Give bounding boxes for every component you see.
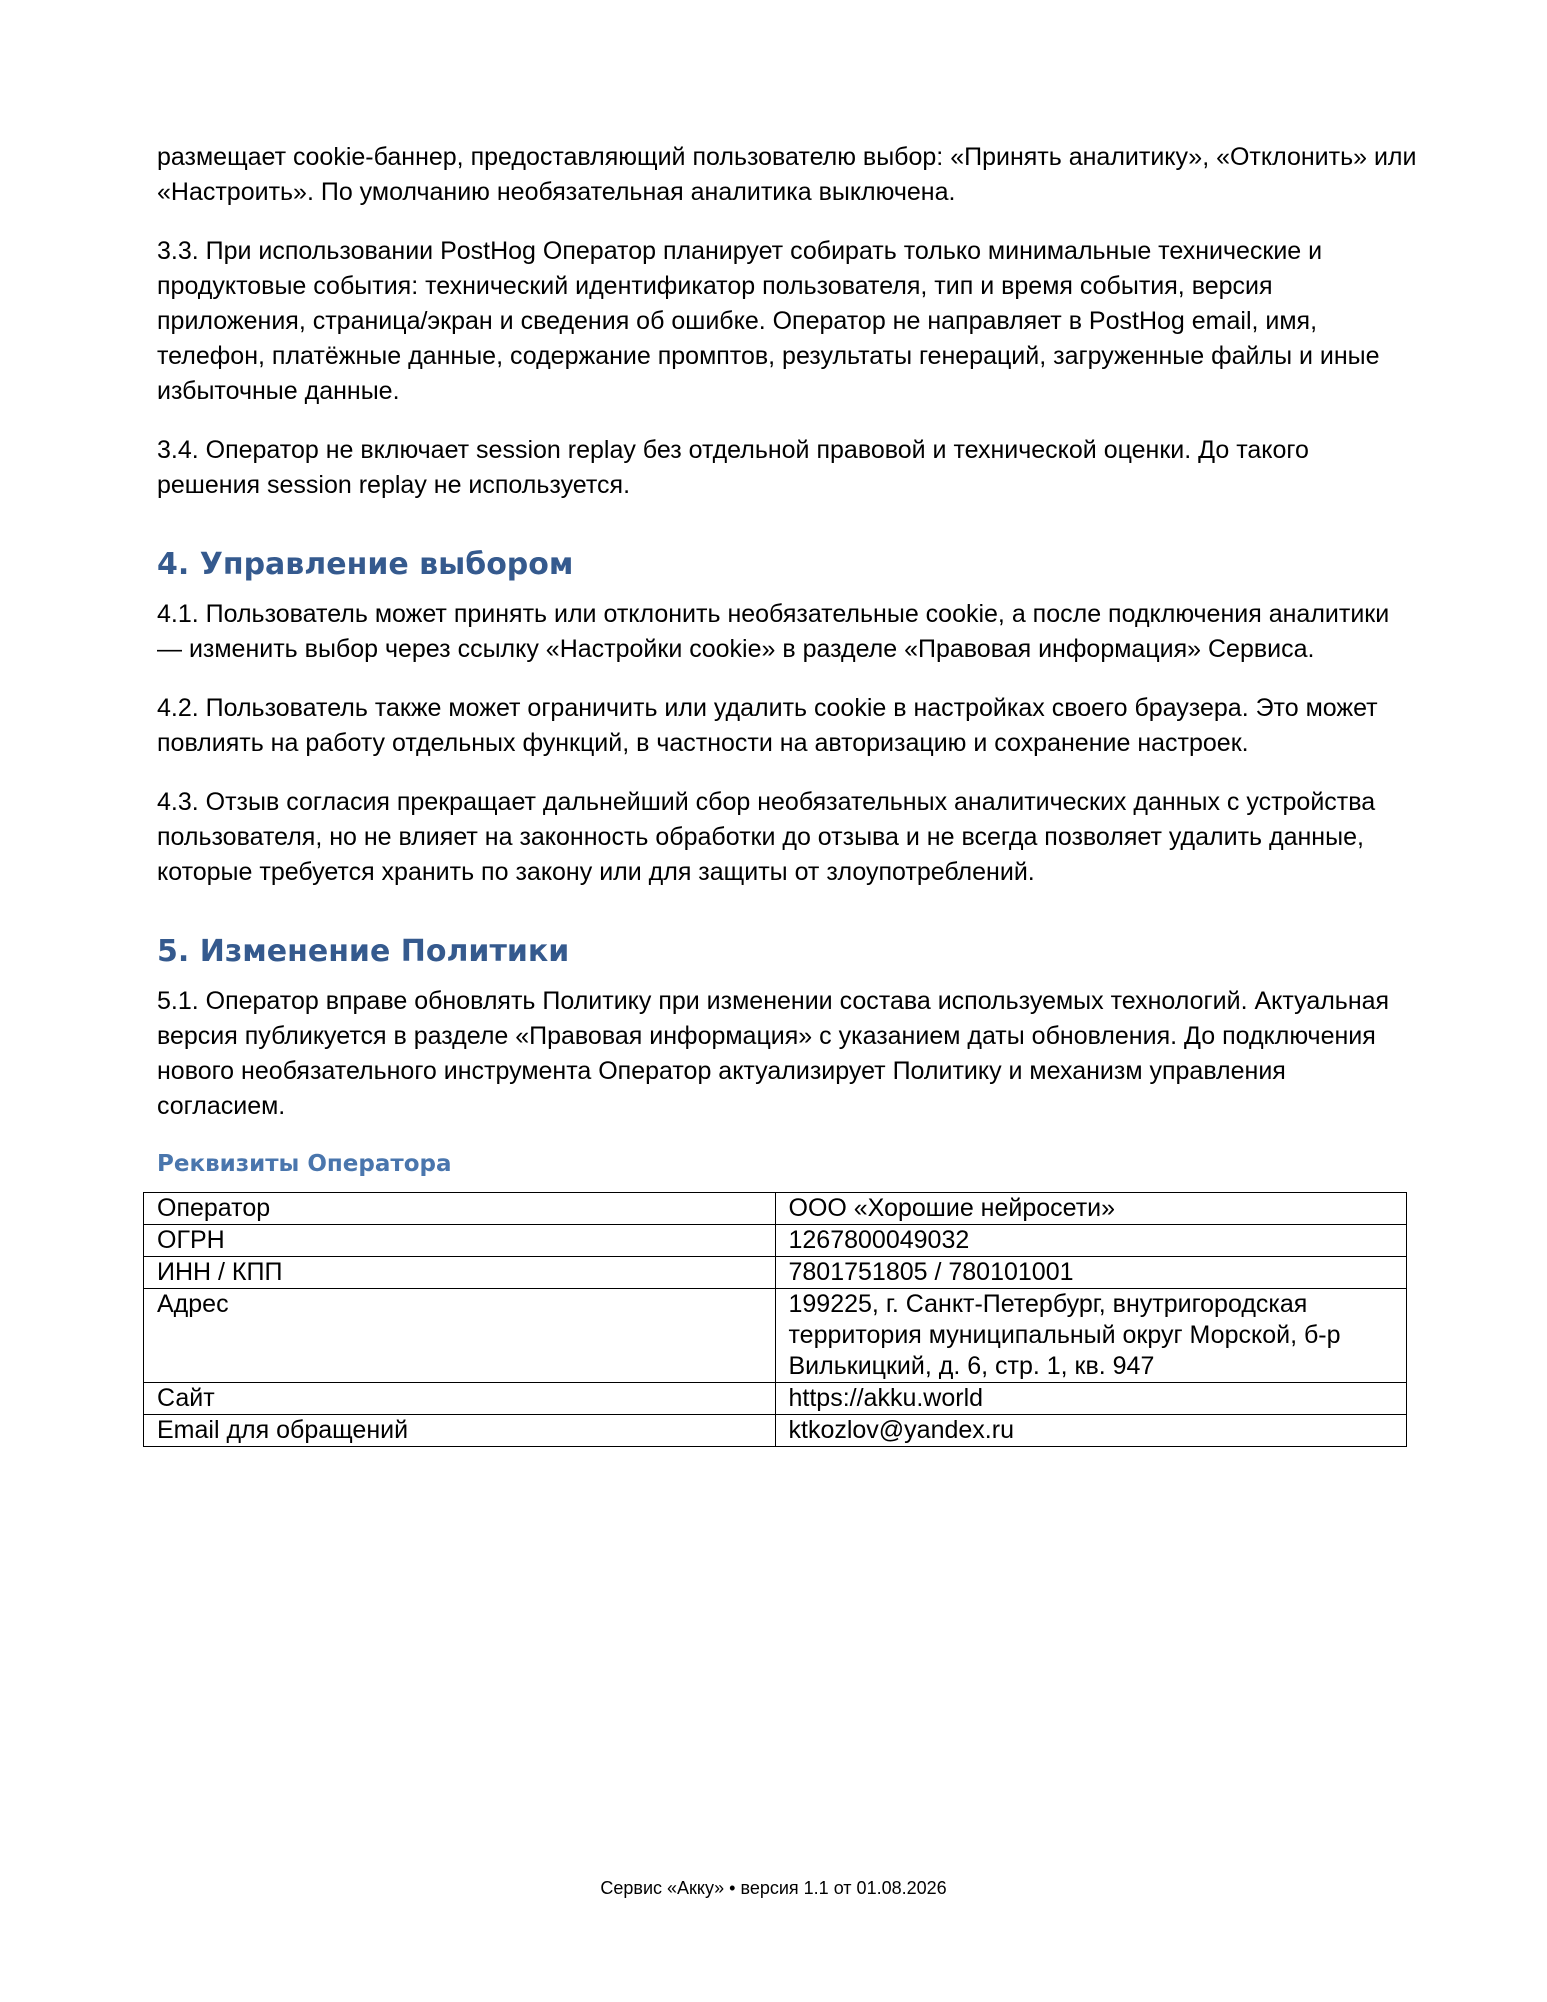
table-row xyxy=(144,1289,1407,1383)
table-row xyxy=(144,1193,1407,1225)
paragraph-5-1: 5.1. Оператор вправе обновлять Политику при изменении состава используемых технологий. Актуальная версия публикуется в разделе «Правовая информация» с указанием даты обновления. До подключения нового необязательного инструмента Оператор актуализирует Политику и механизм управления согласием. xyxy=(157,987,1390,1120)
requisite-value: https://akku.world xyxy=(775,1383,1407,1415)
requisites-table xyxy=(143,1192,1407,1447)
requisite-label: Email для обращений xyxy=(144,1415,776,1447)
requisites-heading: Реквизиты Оператора xyxy=(157,1151,452,1177)
table-row xyxy=(144,1415,1407,1447)
table-row xyxy=(144,1383,1407,1415)
paragraph-3-2-continuation: размещает cookie-баннер, предоставляющий пользователю выбор: «Принять аналитику», «Отклонить» или «Настроить». По умолчанию необязательная аналитика выключена. xyxy=(157,143,1417,206)
paragraph-3-3: 3.3. При использовании PostHog Оператор планирует собирать только минимальные технические и продуктовые события: технический идентификатор пользователя, тип и время события, версия приложения, страница/экран и сведения об ошибке. Оператор не направляет в PostHog email, имя, телефон, платёжные данные, содержание промптов, результаты генераций, загруженные файлы и иные избыточные данные. xyxy=(157,237,1380,405)
paragraph-4-2: 4.2. Пользователь также может ограничить или удалить cookie в настройках своего браузера. Это может повлиять на работу отдельных функций, в частности на авторизацию и сохранение настроек. xyxy=(157,694,1378,757)
requisite-label: Адрес xyxy=(144,1289,776,1383)
table-row xyxy=(144,1257,1407,1289)
requisite-label: Оператор xyxy=(144,1193,776,1225)
requisite-value: 1267800049032 xyxy=(775,1225,1407,1257)
document-body xyxy=(157,140,1417,1447)
requisite-value: ktkozlov@yandex.ru xyxy=(775,1415,1407,1447)
paragraph-4-3: 4.3. Отзыв согласия прекращает дальнейший сбор необязательных аналитических данных с устройства пользователя, но не влияет на законность обработки до отзыва и не всегда позволяет удалить данные, которые требуется хранить по закону или для защиты от злоупотреблений. xyxy=(157,788,1376,886)
requisite-label: ОГРН xyxy=(144,1225,776,1257)
section-5-heading: 5. Изменение Политики xyxy=(157,934,570,969)
paragraph-3-4: 3.4. Оператор не включает session replay без отдельной правовой и технической оценки. До такого решения session replay не используется. xyxy=(157,436,1309,499)
requisite-value: 7801751805 / 780101001 xyxy=(775,1257,1407,1289)
page-footer: Сервис «Акку» • версия 1.1 от 01.08.2026 xyxy=(600,1878,947,1898)
requisite-value: ООО «Хорошие нейросети» xyxy=(775,1193,1407,1225)
requisite-value: 199225, г. Санкт-Петербург, внутригородская территория муниципальный округ Морской, б-р Вилькицкий, д. 6, стр. 1, кв. 947 xyxy=(775,1289,1407,1383)
requisite-label: ИНН / КПП xyxy=(144,1257,776,1289)
section-4-heading: 4. Управление выбором xyxy=(157,547,574,582)
requisite-label: Сайт xyxy=(144,1383,776,1415)
table-row xyxy=(144,1225,1407,1257)
paragraph-4-1: 4.1. Пользователь может принять или отклонить необязательные cookie, а после подключения аналитики — изменить выбор через ссылку «Настройки cookie» в разделе «Правовая информация» Сервиса. xyxy=(157,600,1390,663)
